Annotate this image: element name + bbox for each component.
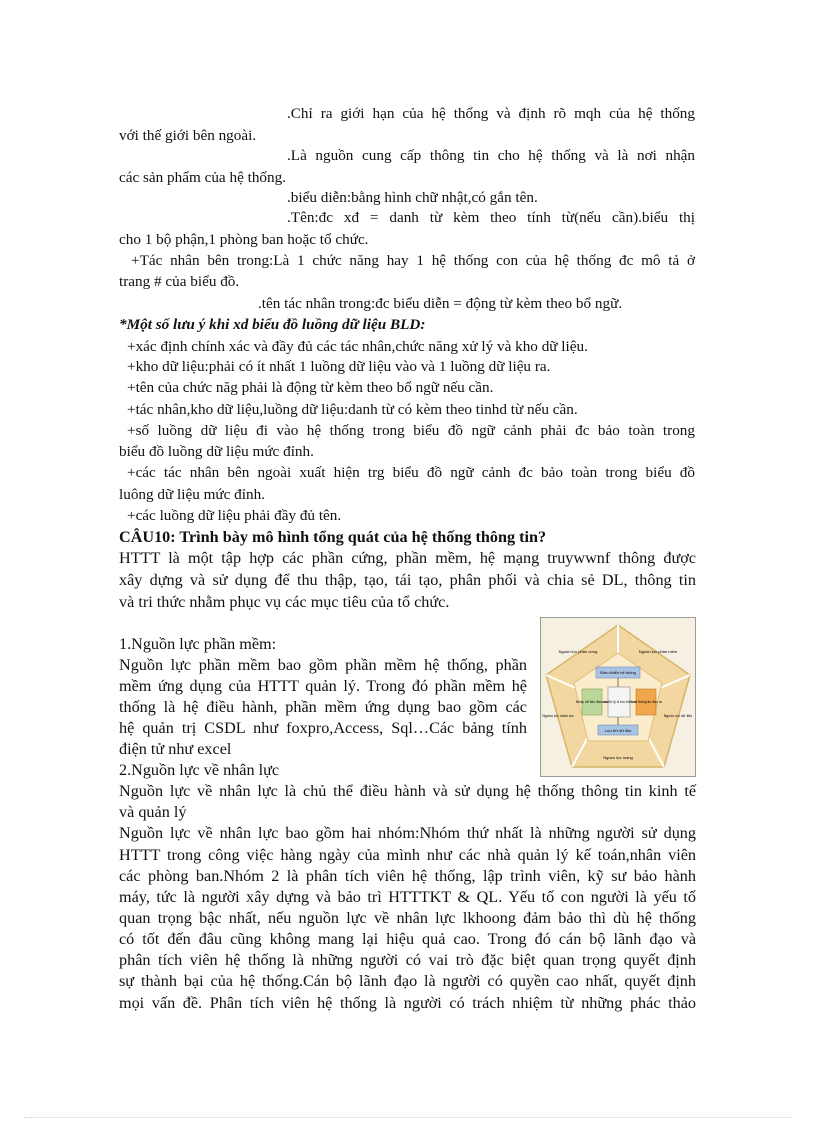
- text-line: .tên tác nhân trong:đc biểu diễn = động từ kèm theo bổ ngữ.: [258, 295, 623, 312]
- text-line: với thế giới bên ngoài.: [119, 127, 257, 144]
- figure-label: Nguồn lực phần mềm: [638, 649, 678, 654]
- paragraph-line: [119, 825, 696, 841]
- paragraph-line: và tri thức nhằm phục vụ các mục tiêu của tổ chức.: [119, 593, 450, 611]
- paragraph-line: [119, 995, 696, 1011]
- figure-label: Lưu trữ dữ liệu: [604, 728, 632, 733]
- paragraph-line: và quản lý: [119, 803, 187, 821]
- text-line: biểu đồ luồng dữ liệu mức đỉnh.: [119, 443, 314, 460]
- paragraph-line: [119, 952, 696, 968]
- figure-label: Nguồn lực nhân lực: [542, 714, 574, 718]
- text-line-content: các phòng ban.Nhóm 2 là phân tích viên hệ thống, lập trình viên, kỹ sư bảo hành: [119, 867, 696, 885]
- text-line-content: Nguồn lực về nhân lực bao gồm hai nhóm:Nhóm thứ nhất là những người sử dụng: [119, 824, 696, 842]
- paragraph-line: [119, 720, 527, 736]
- list-item: +các luồng dữ liệu phải đầy đủ tên.: [127, 507, 342, 524]
- text-line-content: .Tên:đc xđ = danh từ kèm theo tính từ(nếu cần).biểu thị: [287, 209, 695, 226]
- text-line-content: +Tác nhân bên trong:Là 1 chức năng hay 1 hệ thống con của hệ thống đc mô tả ở: [131, 252, 695, 269]
- text-line-content: Nguồn lực phần mềm bao gồm phần mềm hệ thống, phần: [119, 656, 527, 674]
- text-line: [287, 148, 695, 163]
- text-line-content: sự thành bại của hệ thống.Cán bộ lãnh đạo là người có quyền cao nhất, quyết định: [119, 972, 696, 990]
- text-line: luông dữ liệu mức đỉnh.: [119, 486, 265, 503]
- subsection-heading: 2.Nguồn lực về nhân lực: [119, 761, 280, 779]
- pentagon-model-figure: [540, 617, 696, 777]
- text-line: cho 1 bộ phận,1 phòng ban hoặc tổ chức.: [119, 231, 369, 248]
- text-line-content: hệ quản trị CSDL như foxpro,Access, Sql…Các bảng tính: [119, 719, 527, 737]
- text-line-content: HTTT trong công việc hàng ngày của mình như các nhà quản lý kế toán,nhân viên: [119, 846, 696, 864]
- question-heading: CÂU10: Trình bày mô hình tổng quát của hệ thống thông tin?: [119, 528, 547, 546]
- paragraph-line: điện tử như excel: [119, 740, 232, 758]
- paragraph-line: [119, 572, 696, 588]
- text-line: các sản phẩm của hệ thống.: [119, 169, 286, 186]
- paragraph-line: [119, 657, 527, 673]
- paragraph-line: [119, 699, 527, 715]
- figure-label: Nguồn lực mạng: [603, 755, 633, 760]
- text-line-content: có tốt đến đâu cũng không mang lại hiệu quả cao. Trong đó cán bộ lãnh đạo và: [119, 930, 696, 948]
- paragraph-line: [119, 910, 696, 926]
- paragraph-line: [119, 931, 696, 947]
- figure-label: Điều khiển hệ thống: [600, 670, 636, 675]
- subsection-heading: 1.Nguồn lực phần mềm:: [119, 635, 277, 653]
- text-line: .biểu diễn:bằng hình chữ nhật,có gắn tên.: [287, 189, 538, 206]
- figure-label: Nguồn lực dữ liệu: [663, 714, 693, 718]
- figure-label: Xuất thông tin đầu ra: [630, 700, 662, 704]
- paragraph-line: [119, 889, 696, 905]
- text-line-content: mềm ứng dụng của HTTT quản lý. Trong đó phần mềm hệ: [119, 677, 527, 695]
- figure-label: Xử lý & lưu trữ: [607, 700, 631, 704]
- section-heading: *Một số lưu ý khi xd biểu đồ luồng dữ liệu BLD:: [119, 316, 426, 333]
- text-line-content: mọi vấn đề. Phân tích viên hệ thống là người có trách nhiệm từ những phác thảo: [119, 994, 696, 1012]
- text-line-content: máy, tức là người xây dựng và bảo trì HTTTKT & QL. Yếu tố con người là yếu tố: [119, 888, 696, 906]
- text-line-content: thống là hệ điều hành, phần mềm ứng dụng bao gồm các: [119, 698, 527, 716]
- text-line: trang # của biểu đồ.: [119, 273, 240, 290]
- list-item: +tên của chức năg phải là động từ kèm theo bổ ngữ nếu cần.: [127, 379, 494, 396]
- page-bottom-rule: [24, 1117, 792, 1118]
- figure-label: Nhập dữ liệu đầu vào: [575, 700, 609, 704]
- text-line: [131, 253, 695, 268]
- list-item: [127, 465, 695, 480]
- list-item: +xác định chính xác và đầy đủ các tác nhân,chức năng xử lý và kho dữ liệu.: [127, 338, 588, 355]
- text-line: [287, 106, 695, 121]
- pentagon-model-graphic: [540, 617, 696, 777]
- paragraph-line: [119, 973, 696, 989]
- paragraph-line: [119, 678, 527, 694]
- list-item: [127, 423, 695, 438]
- text-line-content: .Là nguồn cung cấp thông tin cho hệ thống và là nơi nhận: [287, 147, 695, 164]
- list-item: +tác nhân,kho dữ liệu,luồng dữ liệu:danh từ có kèm theo tinhd từ nếu cần.: [127, 401, 578, 418]
- paragraph-line: [119, 847, 696, 863]
- paragraph-line: [119, 783, 696, 799]
- paragraph-line: [119, 550, 696, 566]
- text-line-content: +các tác nhân bên ngoài xuất hiện trg biểu đồ ngữ cảnh đc bảo toàn trong biểu đồ: [127, 464, 695, 481]
- paragraph-line: [119, 868, 696, 884]
- text-line-content: quan trọng bậc nhất, nếu nguồn lực về nhân lực lkhoong đảm bảo thì dù hệ thống: [119, 909, 696, 927]
- list-item: +kho dữ liệu:phải có ít nhất 1 luồng dữ liệu vào và 1 luồng dữ liệu ra.: [127, 358, 551, 375]
- text-line-content: xây dựng và sử dụng để thu thập, tạo, tái tạo, phân phối và chia sẻ DL, thông tin: [119, 571, 696, 589]
- text-line-content: .Chỉ ra giới hạn của hệ thống và định rõ mqh của hệ thống: [287, 105, 695, 122]
- text-line-content: Nguồn lực về nhân lực là chủ thể điều hành và sử dụng hệ thống thông tin kinh tế: [119, 782, 696, 800]
- text-line-content: HTTT là một tập hợp các phần cứng, phần mềm, hệ mạng truywwnf thông được: [119, 549, 696, 567]
- text-line-content: phân tích viên hệ thống là những người có vai trò đặc biệt quan trọng quyết định: [119, 951, 696, 969]
- text-line-content: +số luồng dữ liệu đi vào hệ thống trong biểu đồ ngữ cảnh phải đc bảo toàn trong: [127, 422, 695, 439]
- figure-label: Nguồn lực phần cứng: [558, 649, 598, 654]
- text-line: [287, 210, 695, 225]
